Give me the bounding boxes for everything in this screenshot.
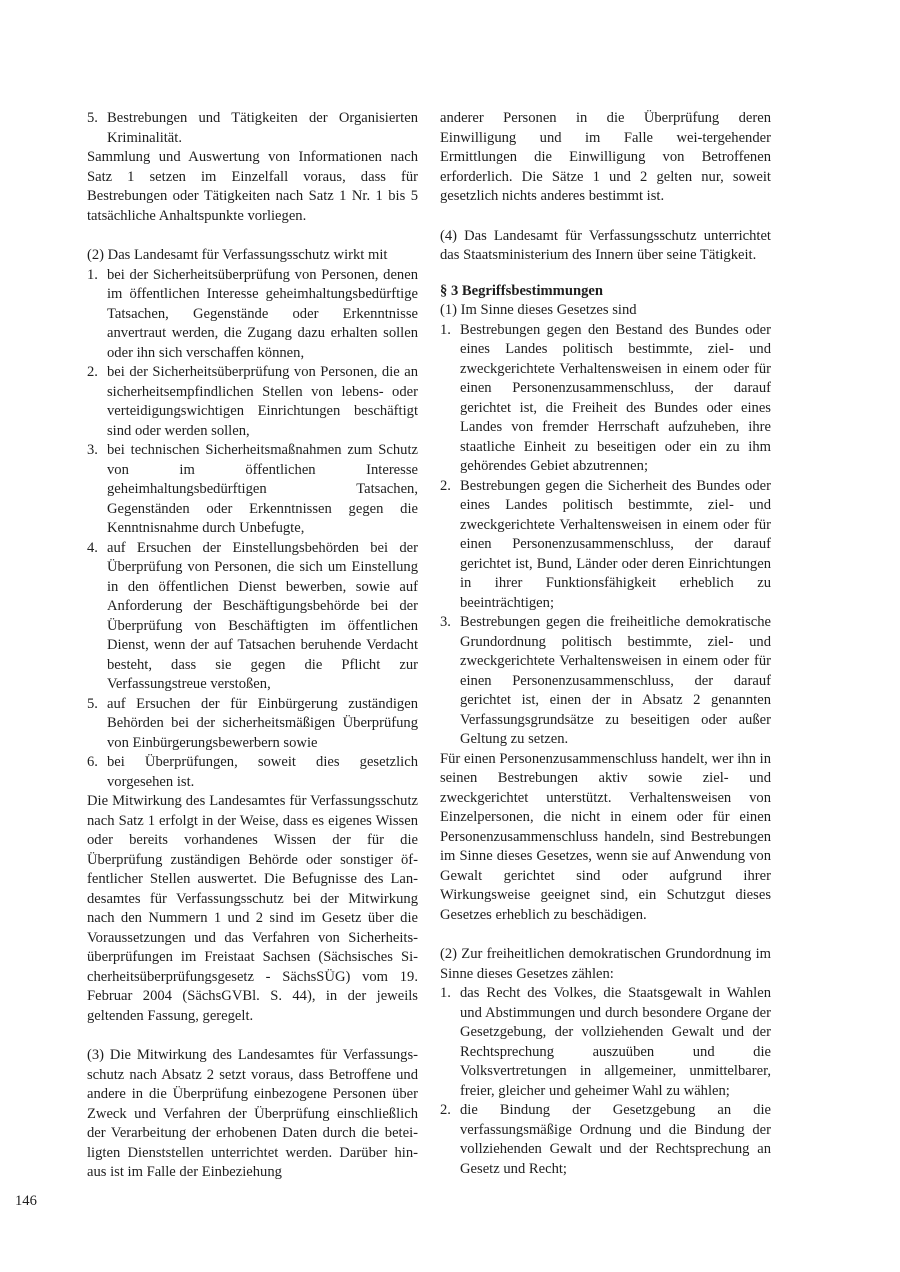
intro-list (87, 109, 418, 148)
list-number: 1. (440, 985, 451, 1001)
list-number: 5. (87, 110, 98, 126)
list-text: bei der Sicherheitsüberprüfung von Personen, denen im öffentlichen Interesse geheimhaltungsbedürftige Tatsachen, Gegenstände oder Erkenntnisse anvertraut werden, die Zugang dazu erhalten sollen oder ihn sich verschaffen können, (107, 266, 418, 361)
list-item (440, 1101, 771, 1179)
list-item (87, 266, 418, 364)
list-number: 6. (87, 754, 98, 770)
list-item (440, 477, 771, 614)
numbered-list (440, 984, 771, 1179)
list-number: 3. (87, 442, 98, 458)
paragraph: (3) Die Mitwirkung des Landesamtes für Verfassungs-schutz nach Absatz 2 setzt voraus, dass Betroffene und andere in die Überprüfung einbezogene Personen über Zweck und Verfahren der Überprüfung einschließlich der Verarbeitung der erhobenen Daten durch die betei-ligten Dienststellen unterrichtet werden. Darüber hin-aus ist im Falle der Einbeziehung (87, 1047, 418, 1180)
paragraph: anderer Personen in die Überprüfung deren Einwilligung und im Falle wei-tergehender Ermittlungen die Einwilligung von Betroffenen erforderlich. Die Sätze 1 und 2 gelten nur, soweit gesetzlich nichts anderes bestimmt ist. (440, 110, 771, 204)
list-number: 1. (440, 321, 451, 338)
list-text: Bestrebungen gegen die freiheitliche demokratische Grundordnung politisch bestimmte, ziel- und zweckgerichtete Verhaltensweisen in einem oder für einen Personenzusammenschluss, der darauf gerichtet ist, einen der in Absatz 2 genannten Verfassungsgrundsätze zu beseitigen oder außer Geltung zu setzen. (460, 614, 771, 747)
left-column (87, 109, 418, 1183)
numbered-list (440, 321, 771, 750)
page-number: 146 (15, 1193, 37, 1209)
paragraph-lead: (2) Das Landesamt für Verfassungsschutz wirkt mit (87, 247, 388, 263)
list-number: 2. (440, 477, 451, 494)
list-text: bei Überprüfungen, soweit dies gesetzlich vorgesehen ist. (107, 754, 418, 790)
list-text: bei technischen Sicherheitsmaßnahmen zum Schutz von im öffentlichen Interesse geheimhaltungsbedürftigen Tatsachen, Gegenständen oder Erkenntnissen gegen die Kenntnisnahme durch Unbefugte, (107, 442, 418, 536)
numbered-list (87, 266, 418, 793)
paragraph: (4) Das Landesamt für Verfassungsschutz unterrichtet das Staatsministerium des Innern über seine Tätigkeit. (440, 227, 771, 263)
list-item (440, 984, 771, 1101)
paragraph: Die Mitwirkung des Landesamtes für Verfassungsschutz nach Satz 1 erfolgt in der Weise, dass es eigenes Wissen oder bereits vorhandenes Wissen der für die Überprüfung zuständigen Behörde oder sonstiger öf-fentlicher Stellen auswertet. Die Befugnisse des Lan-desamtes für Verfassungsschutz bei der Mitwirkung nach den Nummern 1 und 2 sind im Gesetz über die Voraussetzungen und das Verfahren von Sicherheits-überprüfungen im Freistaat Sachsen (Sächsisches Si-cherheitsüberprüfungsgesetz - SächsSÜG) vom 19. Februar 2004 (SächsGVBl. S. 44), in der jeweils geltenden Fassung, geregelt. (87, 793, 418, 1024)
list-number: 5. (87, 695, 98, 712)
list-item (87, 695, 418, 754)
paragraph-lead: (2) Zur freiheitlichen demokratischen Grundordnung im Sinne dieses Gesetzes zählen: (440, 946, 771, 982)
list-item (87, 363, 418, 441)
list-text: auf Ersuchen der Einstellungsbehörden bei der Überprüfung von Personen, die sich um Einstellung in den öffentlichen Dienst bewerben, sowie auf Anforderung der Beschäftigungsbehörde bei der Überprüfung von Beschäftigten im öffentlichen Dienst, wenn der auf Tatsachen beruhende Verdacht besteht, dass sie gegen die Pflicht zur Verfassungstreue verstoßen, (107, 539, 418, 692)
list-number: 2. (440, 1102, 451, 1118)
paragraph: Für einen Personenzusammenschluss handelt, wer ihn in seinen Bestrebungen aktiv sowie ziel- und zweckgerichtet unterstützt. Verhaltensweisen von Einzelpersonen, die nicht in einem oder für einen Personenzusammenschluss handeln, sind Bestrebungen im Sinne dieses Gesetzes, wenn sie auf Anwendung von Gewalt gerichtet sind oder aufgrund ihrer Wirkungsweise geeignet sind, ein Schutzgut dieses Gesetzes erheblich zu beschädigen. (440, 750, 771, 923)
right-column (440, 109, 771, 1179)
list-number: 4. (87, 539, 98, 556)
list-item (87, 753, 418, 792)
list-item (440, 321, 771, 477)
list-item (87, 109, 418, 148)
list-text: Bestrebungen gegen die Sicherheit des Bundes oder eines Landes politisch bestimmte, ziel- und zweckgerichtete Verhaltensweisen in einem oder für einen Personenzusammenschluss, der darauf gerichtet ist, Bund, Länder oder deren Einrichtungen in ihrer Funktionsfähigkeit erheblich zu beeinträchtigen; (460, 477, 771, 611)
list-number: 1. (87, 266, 98, 283)
paragraph: Sammlung und Auswertung von Informationen nach Satz 1 setzen im Einzelfall voraus, dass für Bestrebungen oder Tätigkeiten nach Satz 1 Nr. 1 bis 5 tatsächliche Anhaltspunkte vorliegen. (87, 149, 418, 224)
list-number: 2. (87, 364, 98, 380)
list-number: 3. (440, 614, 451, 630)
list-item (87, 441, 418, 539)
list-item (87, 539, 418, 695)
list-text: Bestrebungen gegen den Bestand des Bundes oder eines Landes politisch bestimmte, ziel- und zweckgerichtete Verhaltensweisen in einem oder für einen Personenzusammenschluss, der darauf gerichtet ist, die Freiheit des Bundes oder eines Landes von fremder Herrschaft aufzuheben, ihre staatliche Einheit zu beseitigen oder ein zu ihm gehörendes Gebiet abzutrennen; (460, 321, 771, 474)
list-text: bei der Sicherheitsüberprüfung von Personen, die an sicherheitsempfindlichen Stellen von lebens- oder verteidigungswichtigen Einrichtungen beschäftigt sind oder werden sollen, (107, 364, 418, 439)
list-text: auf Ersuchen der für Einbürgerung zuständigen Behörden bei der sicherheitsmäßigen Überprüfung von Einbürgerungsbewerbern sowie (107, 695, 418, 751)
list-text: die Bindung der Gesetzgebung an die verfassungsmäßige Ordnung und die Bindung der vollziehenden Gewalt und der Rechtsprechung an Gesetz und Recht; (460, 1102, 771, 1177)
list-text: Bestrebungen und Tätigkeiten der Organisierten Kriminalität. (107, 110, 418, 146)
list-item (440, 613, 771, 750)
list-text: das Recht des Volkes, die Staatsgewalt in Wahlen und Abstimmungen und durch besondere Organe der Gesetzgebung, der vollziehenden Gewalt und der Rechtsprechung auszuüben und die Volksvertretungen in allgemeiner, unmittelbarer, freier, gleicher und geheimer Wahl zu wählen; (460, 985, 771, 1099)
paragraph-lead: (1) Im Sinne dieses Gesetzes sind (440, 302, 637, 318)
section-heading: § 3 Begriffsbestimmungen (440, 282, 603, 299)
